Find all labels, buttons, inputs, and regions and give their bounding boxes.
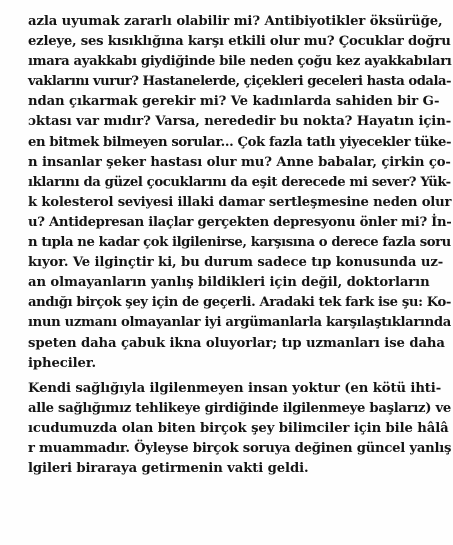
text-line: ıklarını da güzel çocuklarını da eşit derecede mi sever? Yük- — [28, 174, 451, 190]
text-line: azla uyumak zararlı olabilir mi? Antibiyotikler öksürüğe, — [28, 14, 443, 29]
text-line: k kolesterol seviyesi illaki damar sertleşmesine neden olur — [28, 194, 452, 210]
text-line: en bitmek bilmeyen sorular... Çok fazla tatlı yiyecekler tüke- — [28, 134, 452, 150]
text-line: lgileri biraraya getirmenin vakti geldi. — [28, 461, 309, 477]
text-line: ınun uzmanı olmayanlar iyi argümanlarla karşılaştıklarında — [28, 315, 451, 331]
text-line: r muammadır. Öyleyse birçok soruya değinen güncel yanlış — [28, 440, 452, 456]
text-line: Kendi sağlığıyla ilgilenmeyen insan yoktur (en kötü ihti- — [28, 380, 442, 396]
text-line: alle sağlığımız tehlikeye girdiğinde ilgilenmeye başlarız) ve — [28, 400, 451, 416]
text-line: kıyor. Ve ilginçtir ki, bu durum sadece tıp konusunda uz- — [28, 255, 444, 271]
text-line: ipheciler. — [28, 355, 96, 371]
text-line: andığı birçok şey için de geçerli. Aradaki tek fark ise şu: Ko- — [28, 295, 451, 311]
paragraph-1 — [28, 12, 452, 374]
text-line: n tıpla ne kadar çok ilgilenirse, karşısına o derece fazla soru — [28, 235, 451, 251]
paragraph-2 — [28, 379, 452, 479]
text-line: an olmayanların yanlış bildikleri için değil, doktorların — [28, 275, 430, 291]
text-line: ezleye, ses kısıklığına karşı etkili olur mu? Çocuklar doğru — [28, 34, 451, 50]
text-line: speten daha çabuk ikna oluyorlar; tıp uzmanları ise daha — [28, 335, 445, 351]
text-line: n insanlar şeker hastası olur mu? Anne babalar, çirkin ço- — [28, 154, 451, 170]
text-line: vaklarını vurur? Hastanelerde, çiçekleri geceleri hasta odala- — [28, 74, 451, 90]
text-line: ıcudumuzda olan biten birçok şey bilimciler için bile hâlâ — [28, 420, 449, 436]
text-line: ɔktası var mıdır? Varsa, nerededir bu nokta? Hayatın için- — [28, 114, 452, 130]
text-line: ımara ayakkabı giydiğinde bile neden çoğu kez ayakkabıları — [28, 54, 452, 70]
page-text — [28, 12, 452, 479]
text-line: u? Antidepresan ilaçlar gerçekten depresyonu önler mi? İn- — [28, 214, 452, 230]
text-line: ndan çıkarmak gerekir mi? Ve kadınlarda sahiden bir G- — [28, 94, 440, 110]
